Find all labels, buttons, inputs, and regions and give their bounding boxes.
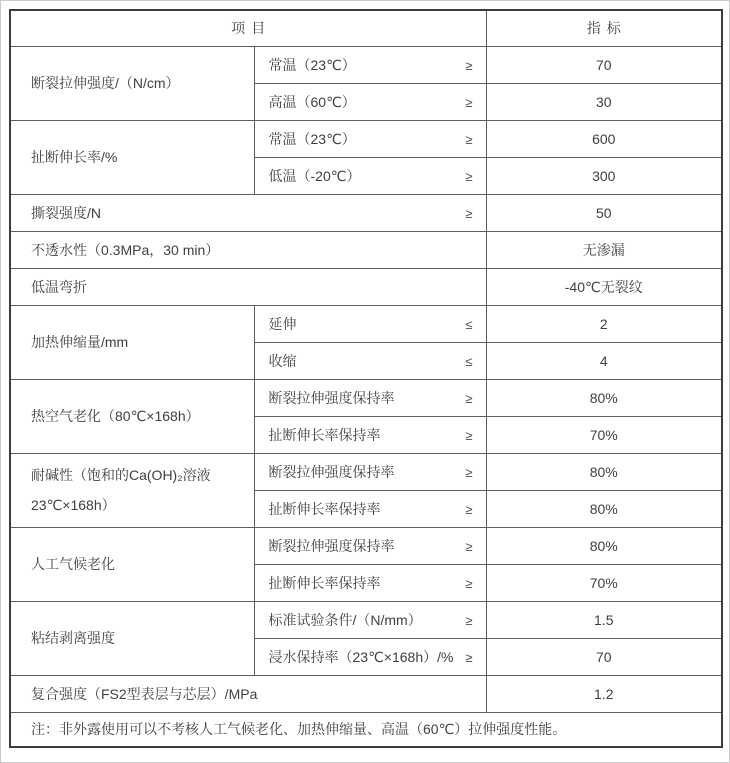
value-cell: 80% bbox=[486, 453, 722, 490]
condition-label: 延伸 bbox=[268, 315, 297, 332]
condition-cell bbox=[254, 379, 486, 416]
condition-cell bbox=[254, 46, 486, 83]
value-cell: 600 bbox=[486, 120, 722, 157]
item-cell bbox=[10, 675, 486, 712]
item-label: 低温弯折 bbox=[31, 278, 87, 295]
item-cell bbox=[10, 268, 486, 305]
item-label: 耐碱性（饱和的Ca(OH)₂溶液 bbox=[31, 467, 211, 483]
value-cell: 70% bbox=[486, 416, 722, 453]
table-row bbox=[10, 527, 722, 564]
item-label: 粘结剥离强度 bbox=[31, 630, 115, 646]
greater-equal-symbol: ≥ bbox=[465, 539, 473, 554]
greater-equal-symbol: ≥ bbox=[465, 132, 473, 147]
spec-table bbox=[9, 9, 723, 748]
value-cell: 1.2 bbox=[486, 675, 722, 712]
greater-equal-symbol: ≥ bbox=[465, 576, 473, 591]
table-row bbox=[10, 601, 722, 638]
item-label: 加热伸缩量/mm bbox=[31, 334, 129, 350]
table-row bbox=[10, 268, 722, 305]
table-row bbox=[10, 453, 722, 490]
greater-equal-symbol: ≥ bbox=[465, 465, 473, 480]
less-equal-symbol: ≤ bbox=[465, 317, 473, 332]
footnote-text: 注：非外露使用可以不考核人工气候老化、加热伸缩量、高温（60℃）拉伸强度性能。 bbox=[10, 712, 722, 747]
condition-cell bbox=[254, 453, 486, 490]
value-cell: 2 bbox=[486, 305, 722, 342]
condition-cell bbox=[254, 157, 486, 194]
footnote-row bbox=[10, 712, 722, 747]
value-cell: 4 bbox=[486, 342, 722, 379]
item-label: 复合强度（FS2型表层与芯层）/MPa bbox=[31, 685, 258, 702]
condition-label: 常温（23℃） bbox=[268, 130, 356, 147]
greater-equal-symbol: ≥ bbox=[465, 428, 473, 443]
value-cell: -40℃无裂纹 bbox=[486, 268, 722, 305]
table-row bbox=[10, 46, 722, 83]
item-cell bbox=[10, 379, 254, 453]
value-cell: 80% bbox=[486, 527, 722, 564]
condition-cell bbox=[254, 638, 486, 675]
item-cell bbox=[10, 194, 486, 231]
item-cell bbox=[10, 46, 254, 120]
item-label: 撕裂强度/N bbox=[31, 204, 101, 221]
item-cell bbox=[10, 120, 254, 194]
table-row bbox=[10, 120, 722, 157]
condition-cell bbox=[254, 564, 486, 601]
condition-label: 扯断伸长率保持率 bbox=[268, 574, 381, 591]
table-row bbox=[10, 231, 722, 268]
condition-cell bbox=[254, 83, 486, 120]
value-cell: 300 bbox=[486, 157, 722, 194]
value-cell: 80% bbox=[486, 379, 722, 416]
table-row bbox=[10, 305, 722, 342]
item-label: 断裂拉伸强度/（N/cm） bbox=[31, 75, 180, 91]
value-cell: 30 bbox=[486, 83, 722, 120]
greater-equal-symbol: ≥ bbox=[465, 58, 473, 73]
table-row bbox=[10, 675, 722, 712]
condition-label: 断裂拉伸强度保持率 bbox=[268, 463, 395, 480]
item-cell bbox=[10, 527, 254, 601]
greater-equal-symbol: ≥ bbox=[465, 391, 473, 406]
condition-label: 常温（23℃） bbox=[268, 56, 356, 73]
item-cell bbox=[10, 231, 486, 268]
less-equal-symbol: ≤ bbox=[465, 354, 473, 369]
greater-equal-symbol: ≥ bbox=[465, 169, 473, 184]
value-cell: 70 bbox=[486, 46, 722, 83]
condition-label: 浸水保持率（23℃×168h）/% bbox=[268, 648, 454, 665]
condition-cell bbox=[254, 342, 486, 379]
value-cell: 80% bbox=[486, 490, 722, 527]
value-cell: 50 bbox=[486, 194, 722, 231]
greater-equal-symbol: ≥ bbox=[465, 650, 473, 665]
condition-cell bbox=[254, 120, 486, 157]
value-cell: 70% bbox=[486, 564, 722, 601]
condition-label: 标准试验条件/（N/mm） bbox=[268, 611, 422, 628]
condition-cell bbox=[254, 490, 486, 527]
condition-label: 收缩 bbox=[268, 352, 297, 369]
condition-cell bbox=[254, 601, 486, 638]
value-cell: 无渗漏 bbox=[486, 231, 722, 268]
item-label: 人工气候老化 bbox=[31, 556, 115, 572]
condition-label: 扯断伸长率保持率 bbox=[268, 500, 381, 517]
value-cell: 1.5 bbox=[486, 601, 722, 638]
table-row bbox=[10, 379, 722, 416]
header-row bbox=[10, 10, 722, 46]
item-label-line2: 23℃×168h） bbox=[31, 497, 116, 513]
condition-label: 扯断伸长率保持率 bbox=[268, 426, 381, 443]
item-label: 扯断伸长率/% bbox=[31, 149, 118, 165]
item-cell bbox=[10, 601, 254, 675]
condition-cell bbox=[254, 305, 486, 342]
item-cell bbox=[10, 453, 254, 527]
condition-cell bbox=[254, 416, 486, 453]
condition-cell bbox=[254, 527, 486, 564]
column-header-indicator: 指标 bbox=[486, 10, 722, 46]
column-header-item: 项目 bbox=[10, 10, 486, 46]
greater-equal-symbol: ≥ bbox=[465, 95, 473, 110]
table-row bbox=[10, 194, 722, 231]
greater-equal-symbol: ≥ bbox=[465, 502, 473, 517]
greater-equal-symbol: ≥ bbox=[465, 613, 473, 628]
condition-label: 断裂拉伸强度保持率 bbox=[268, 537, 395, 554]
item-label: 热空气老化（80℃×168h） bbox=[31, 408, 200, 424]
condition-label: 低温（-20℃） bbox=[268, 167, 361, 184]
greater-equal-symbol: ≥ bbox=[465, 206, 473, 221]
condition-label: 断裂拉伸强度保持率 bbox=[268, 389, 395, 406]
condition-label: 高温（60℃） bbox=[268, 93, 356, 110]
item-label: 不透水性（0.3MPa，30 min） bbox=[31, 241, 220, 258]
item-cell bbox=[10, 305, 254, 379]
value-cell: 70 bbox=[486, 638, 722, 675]
